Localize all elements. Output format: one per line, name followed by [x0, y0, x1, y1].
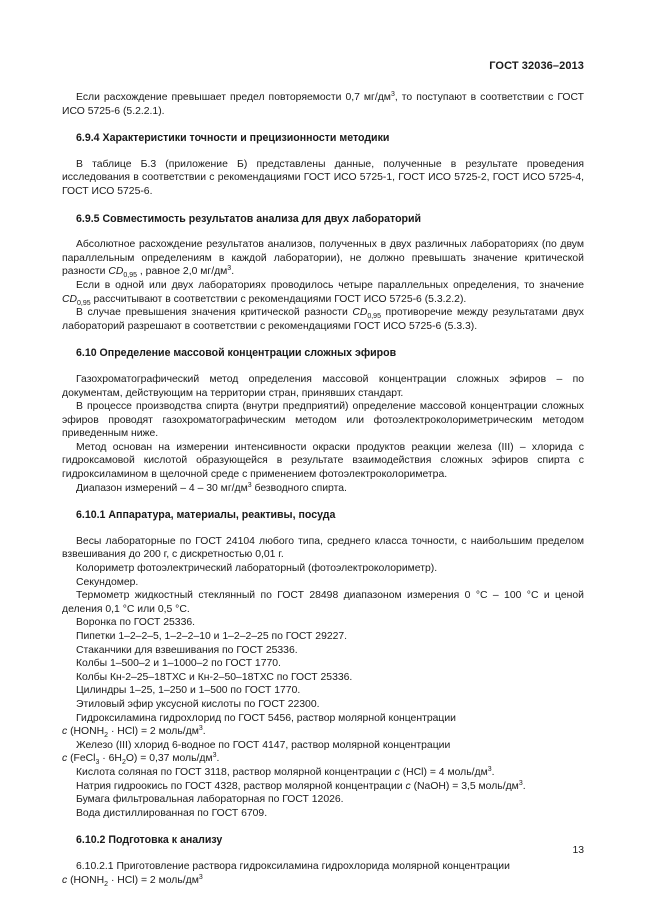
item-flasks-2: Колбы Кн-2–25–18ТХС и Кн-2–50–18ТХС по ГОСТ 25336.	[76, 671, 353, 683]
item-distilled-water: Вода дистиллированная по ГОСТ 6709.	[76, 807, 268, 819]
item-colorimeter: Колориметр фотоэлектрический лабораторный (фотоэлектроколориметр).	[76, 563, 438, 575]
paragraph-abs-difference: Абсолютное расхождение результатов анализов, полученных в двух различных лабораториях (по двум параллельным определениям в каждой лаборатории), не должно превышать значение критической разности $CD_{0,95}$ , равное 2,0 $мг/дм^3$.	[62, 239, 584, 280]
document-code: ГОСТ 32036–2013	[489, 60, 584, 72]
paragraph-method-basis: Метод основан на измерении интенсивности окраски продуктов реакции железа (III) – хлорида с гидроксамовой кислотой образующейся в результате взаимодействия сложных эфиров спирта с гидроксиламином в щелочной среде с применением фотоэлектроколориметра.	[62, 441, 584, 481]
formula-6-10-2-1: c $(HONH_2 \cdot HCl) = 2$ моль/$дм^3$	[62, 873, 203, 888]
item-sodium-hydroxide: Натрия гидроокись по ГОСТ 4328, раствор молярной концентрации c (NaOH) = 3,5 моль/$дм^3$.	[76, 779, 526, 792]
item-cylinders: Цилиндры 1–25, 1–250 и 1–500 по ГОСТ 1770.	[76, 685, 301, 697]
item-weighing-cups: Стаканчики для взвешивания по ГОСТ 25336.	[76, 644, 298, 656]
item-flasks-1: Колбы 1–500–2 и 1–1000–2 по ГОСТ 1770.	[76, 658, 281, 670]
page-number: 13	[572, 845, 584, 856]
heading-6-9-5: 6.9.5 Совместимость результатов анализа для двух лабораторий	[76, 212, 422, 225]
item-thermometer: Термометр жидкостный стеклянный по ГОСТ 28498 диапазоном измерения 0 °С – 100 °С и ценой деления 0,1 °С или 0,5 °С.	[62, 590, 584, 615]
heading-6-10: 6.10 Определение массовой концентрации сложных эфиров	[76, 347, 397, 360]
heading-6-9-4: 6.9.4 Характеристики точности и прецизионности методики	[76, 132, 390, 145]
item-pipettes: Пипетки 1–2–2–5, 1–2–2–10 и 1–2–2–25 по ГОСТ 29227.	[76, 631, 348, 642]
item-iron-chloride: Железо (III) хлорид 6-водное по ГОСТ 4147, раствор молярной концентрации	[76, 739, 451, 751]
heading-6-10-1: 6.10.1 Аппаратура, материалы, реактивы, посуда	[76, 509, 336, 522]
paragraph-6-10-2-1: 6.10.2.1 Приготовление раствора гидроксиламина гидрохлорида молярной концентрации	[76, 860, 510, 872]
paragraph-range: Диапазон измерений – 4 – 30 $мг/дм^3$ безводного спирта.	[76, 481, 347, 494]
formula-iron-chloride: c (FeCl$_3$ · $6H_2O) = 0,37$ моль/$дм^3$.	[62, 752, 220, 767]
item-stopwatch: Секундомер.	[76, 576, 139, 588]
paragraph-repeatability: Если расхождение превышает предел повторяемости 0,7 $мг/дм^3$, то поступают в соответствии с ГОСТ ИСО 5725-6 (5.2.2.1).	[62, 91, 585, 117]
item-funnel: Воронка по ГОСТ 25336.	[76, 617, 196, 629]
formula-hydroxylamine: c $(HONH_2 \cdot HCl) = 2$ моль/$дм^3$.	[62, 725, 206, 740]
item-hydroxylamine: Гидроксиламина гидрохлорид по ГОСТ 5456, раствор молярной концентрации	[76, 712, 456, 724]
paragraph-critical-exceed: В случае превышения значения критической разности $CD_{0,95}$ противоречие между результатами двух лабораторий разрешают в соответствии с рекомендациями ГОСТ ИСО 5725-6 (5.3.3).	[62, 307, 584, 332]
item-ethyl-ester: Этиловый эфир уксусной кислоты по ГОСТ 22300.	[76, 698, 320, 710]
item-filter-paper: Бумага фильтровальная лабораторная по ГОСТ 12026.	[76, 794, 344, 806]
item-hydrochloric-acid: Кислота соляная по ГОСТ 3118, раствор молярной концентрации c (HCl) = 4 моль/$дм^3$.	[76, 765, 495, 778]
paragraph-gc-method: Газохроматографический метод определения массовой концентрации сложных эфиров – по документам, действующим на территории стран, принявших стандарт.	[62, 373, 584, 399]
heading-6-10-2: 6.10.2 Подготовка к анализу	[76, 834, 223, 847]
item-scales: Весы лабораторные по ГОСТ 24104 любого типа, среднего класса точности, с наибольшим пределом взвешивания до 200 г, с дискретностью 0,01 г.	[62, 535, 584, 561]
paragraph-four-determinations: Если в одной или двух лабораториях проводилось четыре параллельных определения, то значение $CD_{0,95}$ рассчитывают в соответствии с рекомендациями ГОСТ ИСО 5725-6 (5.3.2.2).	[62, 279, 584, 307]
page-body	[62, 91, 584, 887]
paragraph-table-b3: В таблице Б.3 (приложение Б) представлены данные, полученные в результате проведения исследования в соответствии с рекомендациями ГОСТ ИСО 5725-1, ГОСТ ИСО 5725-2, ГОСТ ИСО 5725-4, ГОСТ ИСО 5725-6.	[62, 158, 584, 197]
paragraph-production: В процессе производства спирта (внутри предприятий) определение массовой концентрации сложных эфиров проводят газохроматографическим методом или фотоэлектроколориметрическим методом приведенным ниже.	[62, 401, 584, 440]
